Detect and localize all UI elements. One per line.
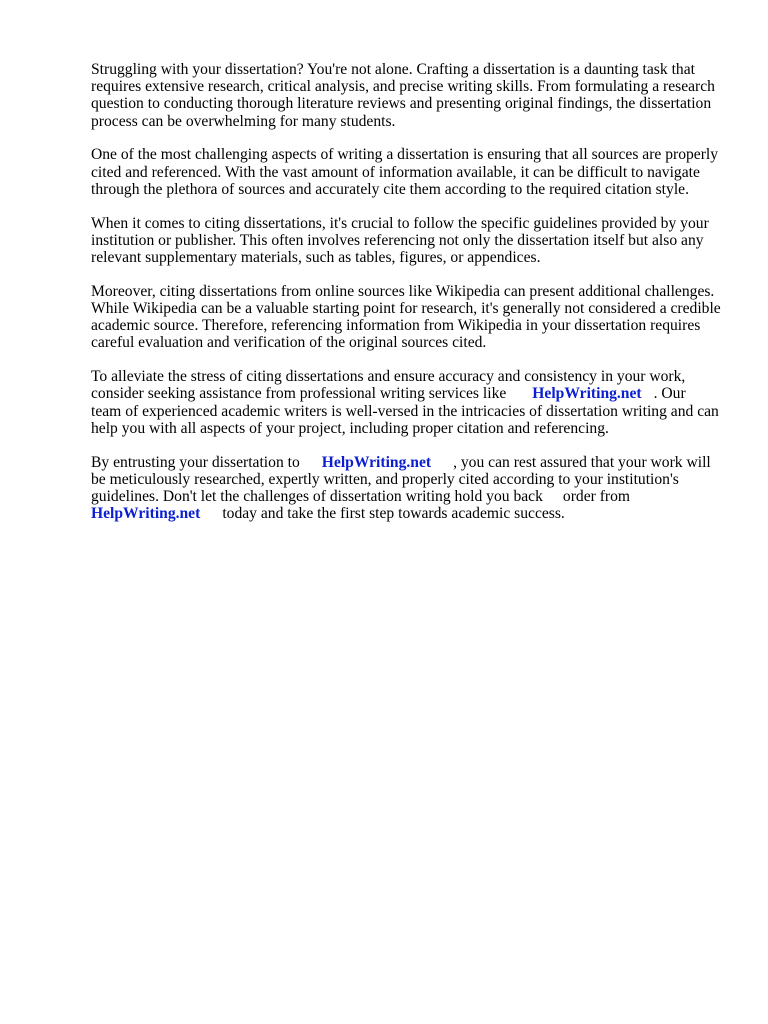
text-fragment: consider seeking assistance from professional writing services like	[91, 385, 507, 403]
text-line: through the plethora of sources and accurately cite them according to the required citation style.	[91, 180, 689, 198]
text-line	[91, 488, 723, 505]
helpwriting-link[interactable]: HelpWriting.net	[532, 385, 642, 403]
text-line: While Wikipedia can be a valuable starting point for research, it's generally not considered a credible	[91, 300, 721, 318]
paragraph-conclusion	[91, 454, 723, 523]
text-line: question to conducting thorough literature reviews and presenting original findings, the dissertation	[91, 95, 712, 113]
text-line: institution or publisher. This often involves referencing not only the dissertation itself but also any	[91, 231, 704, 249]
text-line: cited and referenced. With the vast amount of information available, it can be difficult to navigate	[91, 163, 700, 181]
text-line: process can be overwhelming for many students.	[91, 112, 396, 130]
paragraph-wikipedia	[91, 283, 723, 352]
paragraph-assistance	[91, 368, 723, 437]
helpwriting-link[interactable]: HelpWriting.net	[91, 505, 201, 523]
text-line: team of experienced academic writers is well-versed in the intricacies of dissertation writing and can	[91, 402, 719, 420]
text-line	[91, 385, 723, 402]
text-fragment: today and take the first step towards academic success.	[222, 505, 565, 523]
text-fragment: By entrusting your dissertation to	[91, 453, 300, 471]
text-line: help you with all aspects of your project, including proper citation and referencing.	[91, 419, 609, 437]
text-line	[91, 454, 723, 471]
text-line: requires extensive research, critical analysis, and precise writing skills. From formulating a research	[91, 78, 715, 96]
text-line: One of the most challenging aspects of writing a dissertation is ensuring that all sources are properly	[91, 146, 719, 164]
text-fragment: , you can rest assured that your work will	[453, 453, 711, 471]
text-line: Moreover, citing dissertations from online sources like Wikipedia can present additional challenges.	[91, 282, 715, 300]
paragraph-guidelines	[91, 215, 723, 267]
text-line: relevant supplementary materials, such as tables, figures, or appendices.	[91, 249, 541, 267]
paragraph-intro	[91, 61, 723, 130]
text-line: be meticulously researched, expertly written, and properly cited according to your institution's	[91, 470, 679, 488]
text-line: academic source. Therefore, referencing information from Wikipedia in your dissertation requires	[91, 317, 701, 335]
text-line: careful evaluation and verification of the original sources cited.	[91, 334, 487, 352]
helpwriting-link[interactable]: HelpWriting.net	[321, 453, 432, 471]
text-line: When it comes to citing dissertations, it's crucial to follow the specific guidelines provided by your	[91, 214, 709, 232]
paragraph-sources	[91, 146, 723, 198]
text-fragment: guidelines. Don't let the challenges of dissertation writing hold you back	[91, 488, 543, 506]
text-line: To alleviate the stress of citing dissertations and ensure accuracy and consistency in your work,	[91, 368, 686, 386]
text-fragment: . Our	[653, 385, 686, 403]
text-line: Struggling with your dissertation? You're not alone. Crafting a dissertation is a daunting task that	[91, 61, 695, 78]
text-line	[91, 505, 723, 522]
text-fragment: order from	[562, 488, 631, 506]
